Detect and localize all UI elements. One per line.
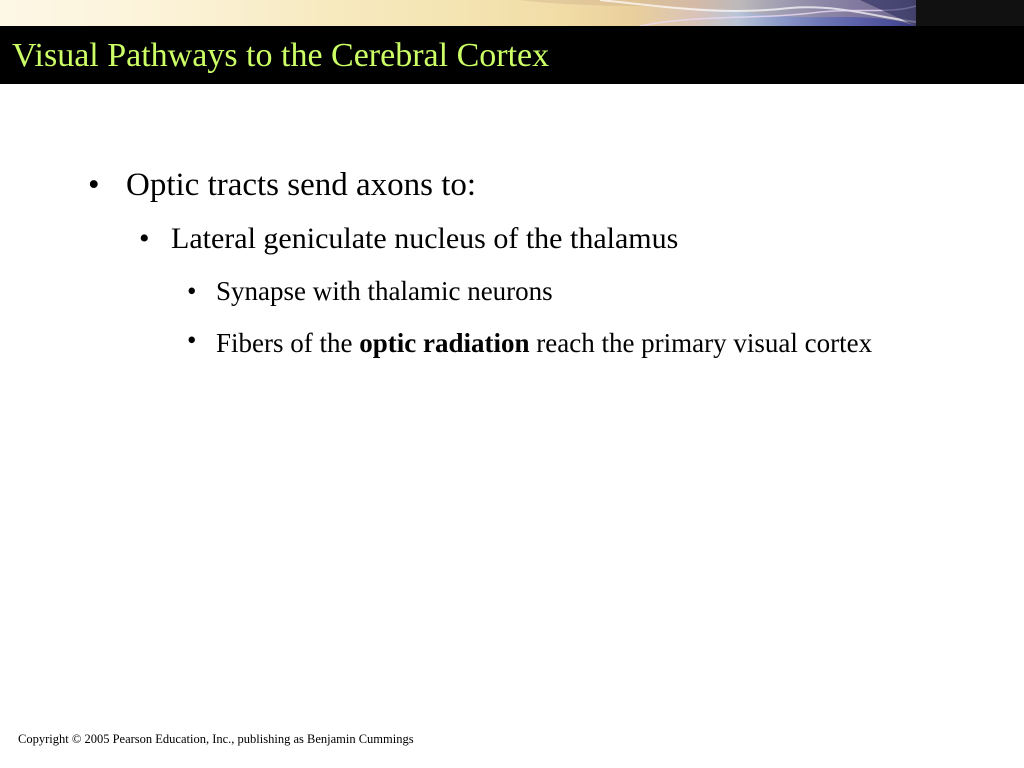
- key-term-optic-radiation: optic radiation: [359, 328, 530, 358]
- bullet-level-3: [187, 274, 553, 308]
- header-dark-corner: [916, 0, 1024, 26]
- bullet-marker: •: [187, 276, 197, 306]
- bullet-text: Optic tracts send axons to:: [126, 167, 477, 203]
- bullet-level-3: [187, 323, 876, 363]
- decorative-wave-graphic: [0, 0, 1024, 26]
- copyright-footer: Copyright © 2005 Pearson Education, Inc., publishing as Benjamin Cummings: [18, 732, 414, 746]
- bullet-level-2: [139, 220, 678, 258]
- bullet-text: Synapse with thalamic neurons: [216, 276, 553, 306]
- bullet-level-1: [88, 164, 476, 206]
- bullet-marker: •: [139, 222, 150, 255]
- bullet-text: [216, 323, 876, 363]
- bullet-text: Lateral geniculate nucleus of the thalamus: [171, 222, 679, 255]
- header-image-strip: [0, 0, 1024, 26]
- bullet-marker: •: [88, 167, 100, 203]
- bullet-text-start: Fibers of the: [216, 328, 360, 358]
- slide-title: Visual Pathways to the Cerebral Cortex: [12, 37, 550, 74]
- bullet-marker: •: [187, 325, 197, 355]
- bullet-text-end: reach the primary visual cortex: [529, 328, 873, 358]
